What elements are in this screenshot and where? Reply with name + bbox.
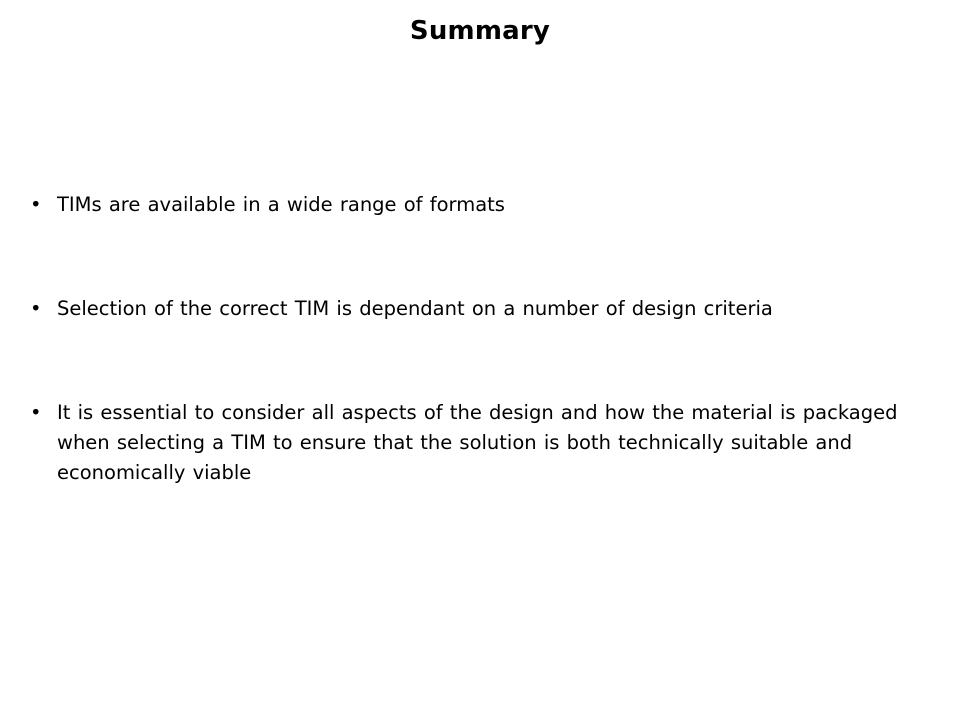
list-item [30, 398, 940, 488]
list-item-text: Selection of the correct TIM is dependant on a number of design criteria [57, 297, 773, 320]
list-item-text: It is essential to consider all aspects of the design and how the material is packaged when selecting a TIM to ensure that the solution is both technically suitable and economically viable [57, 401, 898, 484]
bullet-icon: • [30, 193, 42, 216]
page-title: Summary [409, 16, 551, 46]
bullet-icon: • [30, 401, 42, 424]
list-item [30, 190, 940, 220]
bullet-list [30, 190, 940, 488]
list-item-text: TIMs are available in a wide range of formats [57, 193, 505, 216]
bullet-icon: • [30, 297, 42, 320]
list-item [30, 294, 940, 324]
